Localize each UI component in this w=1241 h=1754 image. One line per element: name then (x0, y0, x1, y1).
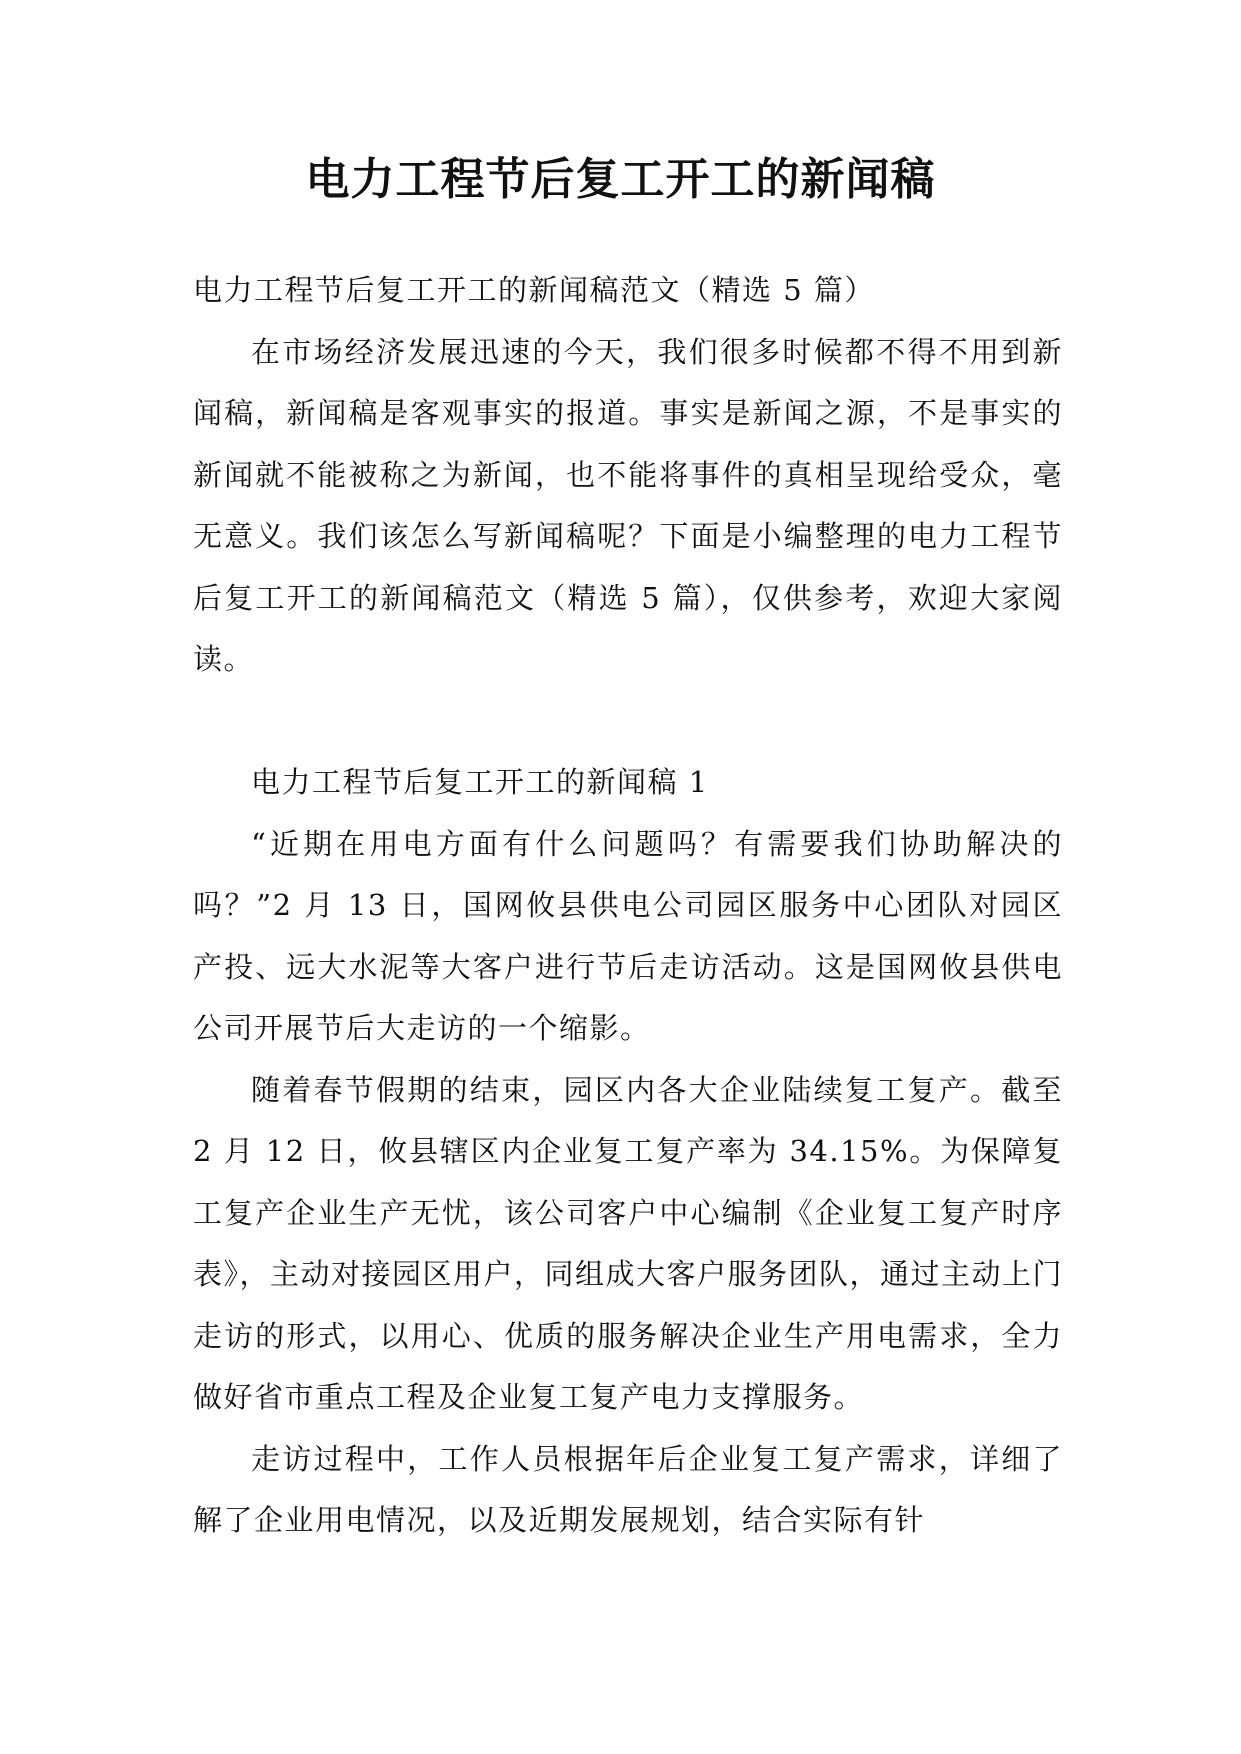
body-paragraph: “近期在用电方面有什么问题吗？有需要我们协助解决的吗？”2 月 13 日，国网攸县供电公司园区服务中心团队对园区产投、远大水泥等大客户进行节后走访活动。这是国网攸县供电公司开展节后大走访的一个缩影。 (193, 826, 1063, 1045)
document-title: 电力工程节后复工开工的新闻稿 (305, 154, 936, 205)
body-paragraph: 走访过程中，工作人员根据年后企业复工复产需求，详细了解了企业用电情况，以及近期发展规划，结合实际有针 (193, 1441, 1063, 1537)
paragraph-spacer (193, 691, 1063, 753)
document-subtitle: 电力工程节后复工开工的新闻稿范文（精选 5 篇） (193, 273, 875, 307)
section-heading: 电力工程节后复工开工的新闻稿 1 (251, 765, 709, 799)
intro-paragraph: 在市场经济发展迅速的今天，我们很多时候都不得不用到新闻稿，新闻稿是客观事实的报道。事实是新闻之源，不是事实的新闻就不能被称之为新闻，也不能将事件的真相呈现给受众，毫无意义。我们该怎么写新闻稿呢？下面是小编整理的电力工程节后复工开工的新闻稿范文（精选 5 篇），仅供参考，欢迎大家阅读。 (193, 334, 1063, 676)
body-paragraph: 随着春节假期的结束，园区内各大企业陆续复工复产。截至 2 月 12 日，攸县辖区内企业复工复产率为 34.15%。为保障复工复产企业生产无忧，该公司客户中心编制《企业复工复产时序表》，主动对接园区用户，同组成大客户服务团队，通过主动上门走访的形式，以用心、优质的服务解决企业生产用电需求，全力做好省市重点工程及企业复工复产电力支撑服务。 (193, 1072, 1064, 1414)
document-body (193, 260, 1063, 1552)
